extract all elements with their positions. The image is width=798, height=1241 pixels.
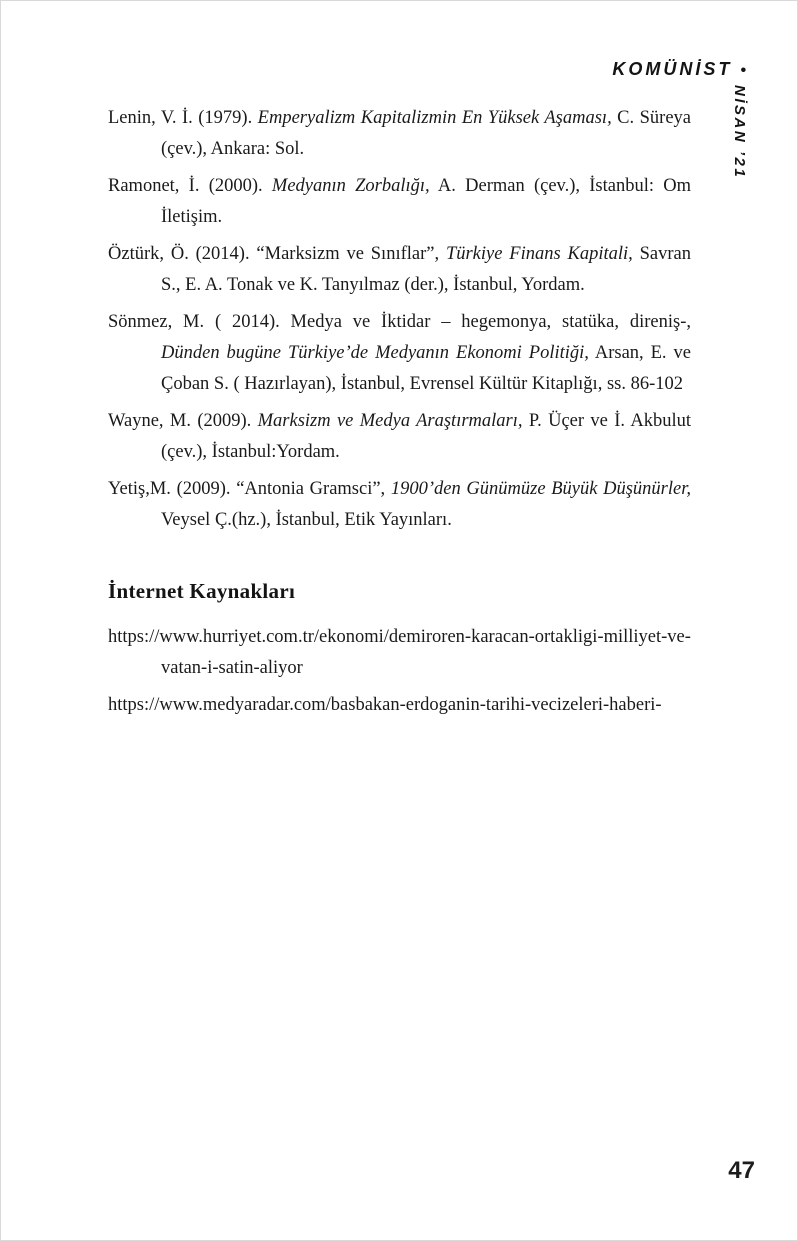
reference-entry: Wayne, M. (2009). Marksizm ve Medya Araştırmaları, P. Üçer ve İ. Akbulut (çev.), İstanbul:Yordam. (108, 411, 691, 462)
issue-label: NİSAN ’21 (731, 85, 748, 180)
header-bullet: • (740, 62, 746, 79)
reference-entry: Yetiş,M. (2009). “Antonia Gramsci”, 1900’den Günümüze Büyük Düşünürler, Veysel Ç.(hz.), İstanbul, Etik Yayınları. (108, 479, 691, 530)
journal-title: KOMÜNİST (612, 59, 733, 79)
reference-entry: Ramonet, İ. (2000). Medyanın Zorbalığı, A. Derman (çev.), İstanbul: Om İletişim. (108, 176, 691, 227)
page-number: 47 (728, 1157, 755, 1184)
internet-source-url: https://www.medyaradar.com/basbakan-erdoganin-tarihi-vecizeleri-haberi- (108, 695, 662, 715)
reference-entry: Lenin, V. İ. (1979). Emperyalizm Kapitalizmin En Yüksek Aşaması, C. Süreya (çev.), Ankara: Sol. (108, 108, 691, 159)
reference-entry: Öztürk, Ö. (2014). “Marksizm ve Sınıflar”, Türkiye Finans Kapitali, Savran S., E. A. Tonak ve K. Tanyılmaz (der.), İstanbul, Yordam. (108, 244, 691, 295)
references-section (108, 103, 691, 727)
internet-sources-heading: İnternet Kaynakları (108, 579, 296, 603)
reference-entry: Sönmez, M. ( 2014). Medya ve İktidar – hegemonya, statüka, direniş-, Dünden bugüne Türkiye’de Medyanın Ekonomi Politiği, Arsan, E. ve Çoban S. ( Hazırlayan), İstanbul, Evrensel Kültür Kitaplığı, ss. 86-102 (108, 312, 691, 394)
journal-header (612, 59, 746, 80)
internet-source-url: https://www.hurriyet.com.tr/ekonomi/demiroren-karacan-ortakligi-milliyet-ve-vatan-i-satin-aliyor (108, 627, 691, 678)
